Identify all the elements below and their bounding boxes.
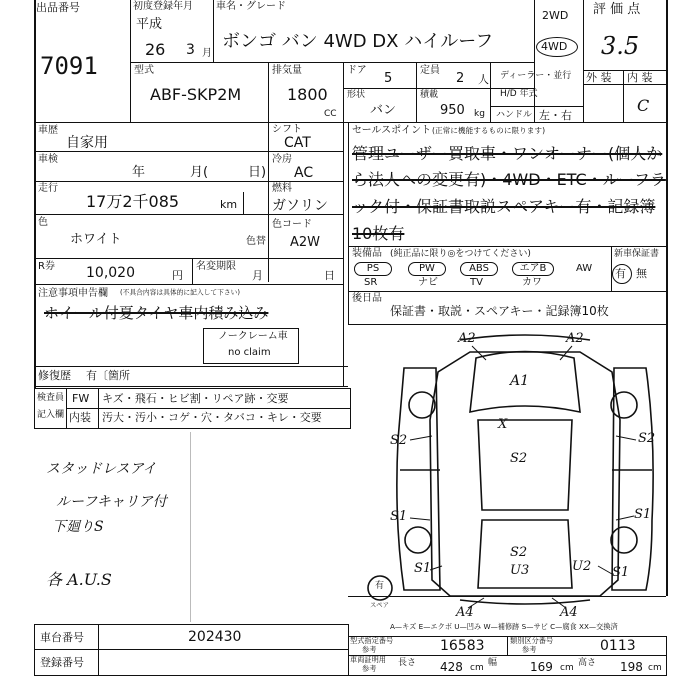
capacity-unit: 人 — [478, 73, 489, 86]
class-no-sub: 参考 — [522, 646, 537, 655]
legend-label: 検査員 — [37, 393, 65, 403]
shift-label: シフト — [272, 124, 302, 135]
chassis-number: 202430 — [188, 629, 242, 645]
pointer-s2-left — [410, 436, 432, 440]
color-code-label: 色コード — [272, 219, 312, 230]
equip-tv: TV — [470, 277, 483, 288]
height: 198 — [620, 660, 643, 674]
lot-number: 7091 — [40, 52, 98, 80]
history-label: 車歴 — [38, 125, 58, 136]
damage-mark: S1 — [634, 507, 652, 522]
caution-sub: (不具合内容は具体的に記入して下さい) — [120, 289, 241, 297]
load-label: 積載 — [420, 90, 439, 100]
damage-mark: S1 — [612, 565, 630, 580]
damage-mark: X — [498, 417, 508, 432]
load: 950 — [440, 103, 465, 118]
exterior-label: 外 装 — [586, 71, 612, 84]
equip-sr: SR — [364, 277, 378, 288]
inspection-month: 月( — [190, 165, 209, 180]
legend-label: 記入欄 — [37, 410, 65, 420]
recycle-unit: 円 — [172, 269, 183, 282]
damage-mark: S2 — [638, 431, 656, 446]
spare-have: 有 — [375, 581, 385, 591]
damage-mark: U3 — [510, 563, 530, 578]
inspector-note: 下廻りS — [52, 519, 104, 535]
caution-label: 注意事項申告欄 — [38, 288, 108, 299]
registration-year: 26 — [145, 40, 166, 59]
drive-2wd: 2WD — [542, 9, 569, 22]
sales-point-line: ら法人への変更有)・4WD・ETC・ルーフラ — [352, 170, 666, 189]
length: 428 — [440, 660, 463, 674]
damage-mark: U2 — [572, 559, 592, 574]
handle: 左・右 — [539, 109, 572, 122]
displacement-label: 排気量 — [272, 65, 302, 76]
fuel: ガソリン — [272, 198, 328, 214]
equip-leather: カワ — [522, 277, 542, 288]
caution-text: ホイール付夏タイヤ車内積み込み — [44, 304, 269, 322]
damage-mark: A1 — [510, 373, 530, 389]
height-unit: cm — [648, 663, 662, 673]
wheel-front-right — [611, 392, 637, 418]
class-no: 0113 — [600, 638, 636, 654]
equipment-label: 装備品 — [352, 248, 382, 259]
warranty-none: 無 — [636, 267, 647, 280]
registration-month-unit: 月 — [202, 48, 212, 59]
interior-score: C — [637, 96, 650, 115]
wheel-rear-right — [611, 527, 637, 553]
sales-point-sub: (正常に機能するものに限ります) — [432, 127, 546, 136]
body: バン — [370, 103, 397, 118]
era: 平成 — [136, 17, 163, 32]
width: 169 — [530, 660, 553, 674]
class-no-label: 類別区分番号 — [510, 637, 554, 646]
nameplate-month: 月 — [252, 269, 263, 282]
inspector-note: 各 A.U.S — [46, 570, 112, 589]
damage-key-legend: A—キズ E—エクボ U—凹み W—補修跡 S—サビ C—腐食 XX—交換済 — [390, 623, 618, 632]
recycle-fee: 10,020 — [86, 265, 135, 281]
equip-navi: ナビ — [418, 277, 438, 288]
load-unit: kg — [474, 109, 485, 119]
shift: CAT — [284, 135, 311, 151]
pointer-a2-right — [560, 346, 572, 360]
wheel-rear-left — [405, 527, 431, 553]
type-no-label: 型式指定番号 — [350, 637, 394, 646]
ac-label: 冷房 — [272, 154, 292, 165]
damage-mark: S2 — [510, 451, 528, 466]
damage-mark: A2 — [566, 331, 584, 346]
equip-airbag: エアB — [512, 262, 554, 276]
dealer-label: ディーラー・並行 — [500, 71, 572, 81]
color: ホワイト — [70, 232, 122, 247]
interior-label: 内 装 — [627, 71, 653, 84]
mileage-unit: km — [220, 198, 238, 211]
no-claim-stamp: ノークレーム車 no claim — [203, 328, 299, 364]
ac: AC — [294, 165, 314, 181]
pointer-s1-rear-right — [598, 566, 612, 574]
color-code: A2W — [290, 235, 321, 250]
length-unit: cm — [470, 663, 484, 673]
warranty-have: 有 — [615, 267, 626, 280]
damage-mark: S1 — [414, 561, 432, 576]
drive-4wd: 4WD — [541, 40, 568, 53]
cert-label: 車両証明用 — [350, 656, 387, 665]
sales-point-line: 管理ユーザー買取車・ワンオーナー(個人か — [352, 144, 663, 163]
displacement-unit: CC — [324, 109, 337, 119]
equip-aw: AW — [576, 263, 593, 274]
equip-abs: ABS — [460, 262, 498, 276]
inspector-note: スタッドレスアイ — [46, 461, 157, 477]
car-name: ボンゴ バン 4WD DX ハイルーフ — [222, 31, 494, 52]
legend-interior: 内装 — [69, 411, 91, 424]
mileage-label: 走行 — [38, 183, 58, 194]
legend-fw-items: キズ・飛石・ヒビ割・リペア跡・交要 — [102, 392, 289, 405]
legend-fw: FW — [72, 392, 90, 405]
nameplate-label: 名変期限 — [196, 261, 236, 272]
recycle-label: R券 — [38, 261, 55, 272]
handle-label: ハンドル — [496, 110, 533, 120]
inspection-label: 車検 — [38, 154, 58, 165]
mileage: 17万2千085 — [86, 192, 180, 211]
color-change-label: 色替 — [246, 236, 266, 247]
after-items-text: 保証書・取説・スペアキー・記録簿10枚 — [390, 304, 609, 318]
damage-mark: A4 — [560, 605, 578, 620]
body-label: 形状 — [347, 90, 366, 100]
legend-interior-items: 汚大・汚小・コゲ・穴・タバコ・キレ・交要 — [102, 411, 322, 424]
car-name-label: 車名・グレード — [216, 1, 286, 12]
wheel-front-left — [409, 392, 435, 418]
warranty-label: 新車保証書 — [614, 249, 660, 259]
sales-point-line: ック付・保証書取説スペアキー有・記録簿 — [352, 197, 656, 216]
capacity: 2 — [456, 71, 465, 86]
width-unit: cm — [560, 663, 574, 673]
first-registration-label: 初度登録年月 — [133, 1, 193, 12]
after-items-label: 後日品 — [352, 293, 382, 304]
damage-mark: S1 — [390, 509, 408, 524]
inspection-year: 年 — [132, 165, 146, 180]
inspection-day: 日) — [248, 165, 267, 180]
displacement: 1800 — [287, 85, 328, 104]
inspector-note: ルーフキャリア付 — [56, 494, 167, 510]
model: ABF-SKP2M — [150, 85, 242, 104]
damage-mark: A2 — [458, 331, 476, 346]
registration-number-label: 登録番号 — [40, 656, 84, 669]
sales-point-line: 10枚有 — [352, 224, 405, 243]
history: 自家用 — [66, 135, 108, 151]
cert-sub: 参考 — [362, 665, 377, 674]
year-label: H/D 年式 — [500, 89, 538, 99]
doors: 5 — [384, 71, 393, 86]
fuel-label: 燃料 — [272, 183, 292, 194]
spare-label: スペア — [370, 602, 389, 610]
pointer-s1-left — [410, 518, 430, 520]
doors-label: ドア — [347, 65, 367, 76]
score: 3.5 — [601, 32, 640, 60]
model-label: 型式 — [134, 65, 154, 76]
type-no: 16583 — [440, 638, 485, 654]
repair-label: 修復歴 — [38, 369, 71, 382]
length-label: 長さ — [398, 658, 417, 668]
height-label: 高さ — [578, 658, 597, 668]
equip-pw: PW — [408, 262, 446, 276]
damage-mark: S2 — [390, 433, 408, 448]
equipment-sub: (純正品に限り◎をつけてください) — [390, 249, 531, 259]
registration-month: 3 — [186, 42, 195, 58]
sales-point-label: セールスポイント — [352, 125, 432, 136]
nameplate-day: 日 — [324, 269, 335, 282]
equip-ps: PS — [354, 262, 392, 276]
capacity-label: 定員 — [420, 65, 440, 76]
lot-number-label: 出品番号 — [36, 1, 80, 14]
damage-mark: S2 — [510, 545, 528, 560]
damage-mark: A4 — [456, 605, 474, 620]
chassis-label: 車台番号 — [40, 631, 84, 644]
score-label: 評 価 点 — [593, 2, 641, 17]
color-label: 色 — [38, 217, 48, 228]
repair-value: 有〔箇所 — [86, 369, 130, 382]
width-label: 幅 — [488, 658, 498, 668]
type-no-sub: 参考 — [362, 646, 377, 655]
